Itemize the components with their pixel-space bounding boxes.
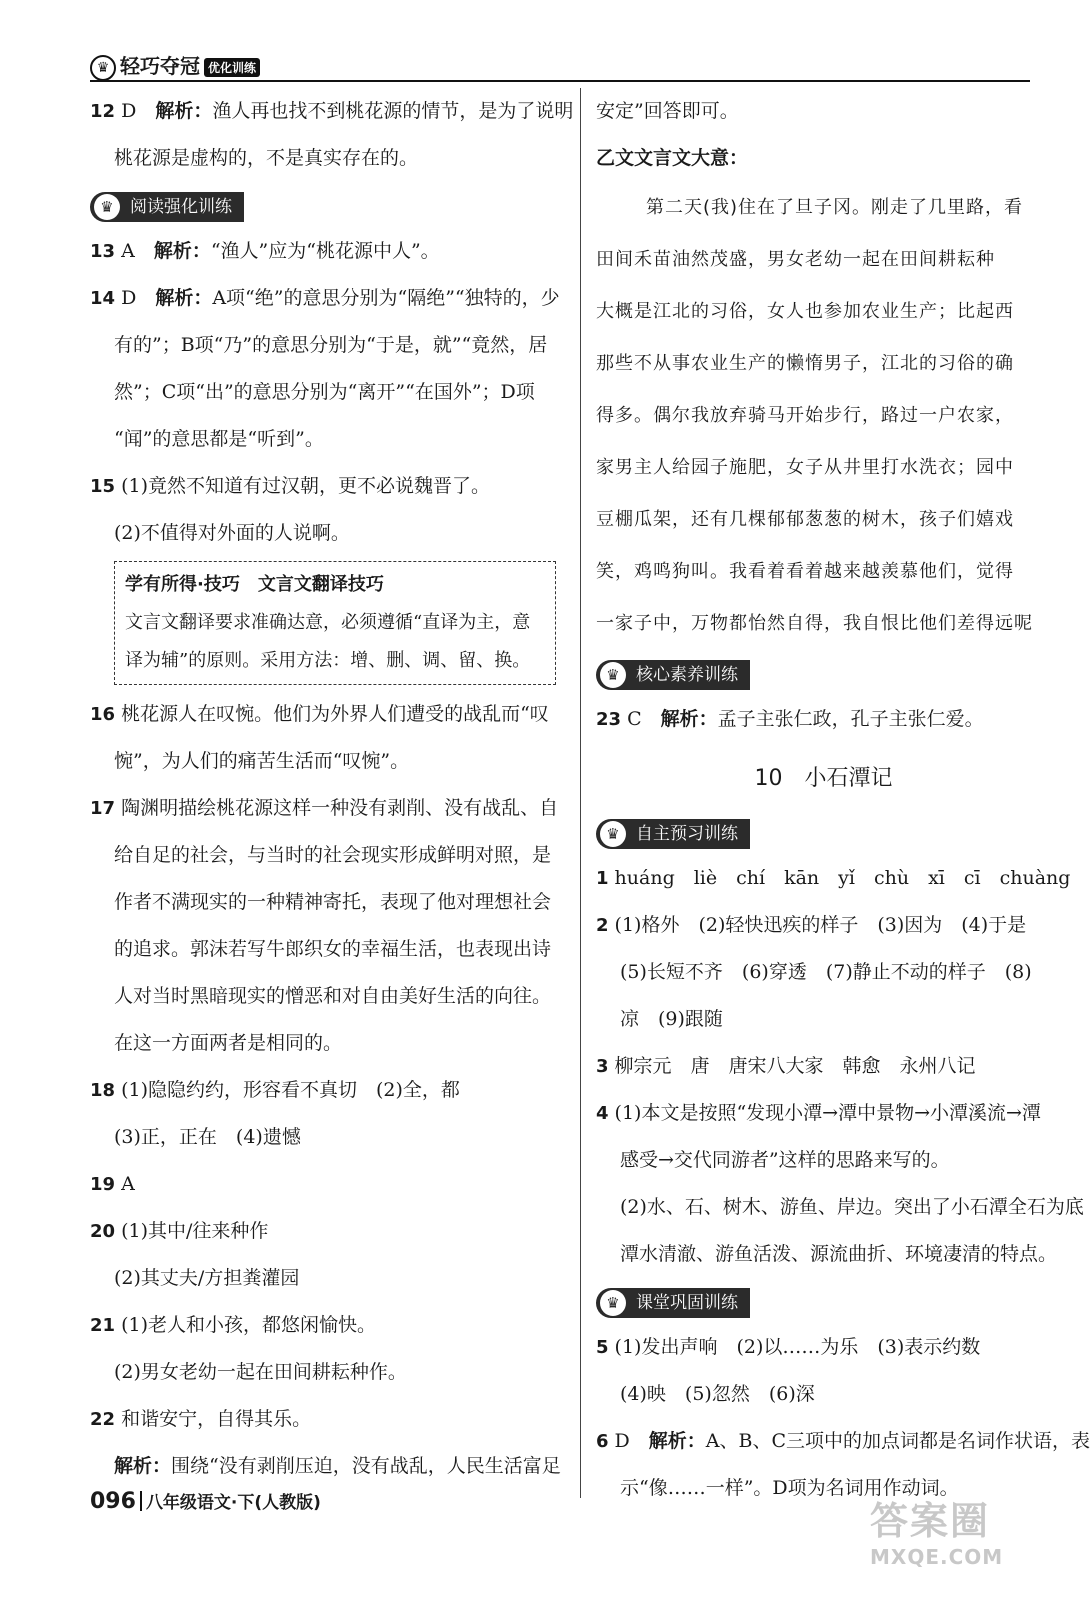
tip-text: 译为辅”的原则。采用方法：增、删、调、留、换。: [125, 650, 531, 671]
tip-text: 文言文翻译要求准确达意，必须遵循“直译为主，意: [125, 612, 531, 633]
answer-14: 14 D 解析：A项“绝”的意思分别为“隔绝”“独特的，少: [90, 287, 560, 309]
header-rule: [90, 80, 1030, 82]
answer-22-cont: 安定”回答即可。: [596, 100, 739, 122]
answer-14-cont: 有的”；B项“乃”的意思分别为“于是，就”“竟然，居: [114, 334, 548, 356]
lesson-title: 10 小石潭记: [754, 766, 893, 791]
answer-18-cont: (3)正，正在 (4)遗憾: [114, 1126, 301, 1148]
yiwen-line: 得多。偶尔我放弃骑马开始步行，路过一户农家，: [596, 405, 1014, 426]
answer-15: 15 (1)竟然不知道有过汉朝，更不必说魏晋了。: [90, 475, 490, 497]
answer-20: 20 (1)其中/往来种作: [90, 1220, 269, 1242]
answer-17: 17 陶渊明描绘桃花源这样一种没有剥削、没有战乱、自: [90, 797, 559, 819]
answer-16-cont: 惋”，为人们的痛苦生活而“叹惋”。: [114, 750, 410, 772]
left-column: [90, 88, 574, 1490]
answer-22: 22 和谐安宁，自得其乐。: [90, 1408, 312, 1430]
yiwen-line: 第二天(我)住在了旦子冈。刚走了几里路，看: [646, 197, 1024, 218]
answer-17-cont: 人对当时黑暗现实的憎恶和对自由美好生活的向往。: [114, 985, 552, 1007]
watermark: [870, 1490, 1060, 1590]
section-self-preview: ♛ 自主预习训练: [596, 819, 750, 849]
brand-logo: [90, 50, 260, 81]
exercise-5: 5 (1)发出声响 (2)以……为乐 (3)表示约数: [596, 1336, 981, 1358]
crown-icon: ♛: [94, 194, 120, 220]
answer-17-cont: 作者不满现实的一种精神寄托，表现了他对理想社会: [114, 891, 552, 913]
page-header: [90, 50, 1050, 80]
answer-22-cont: 解析：围绕“没有剥削压迫，没有战乱，人民生活富足: [114, 1455, 561, 1477]
preview-3: 3 柳宗元 唐 唐宋八大家 韩愈 永州八记: [596, 1055, 976, 1077]
answer-19: 19 A: [90, 1173, 135, 1195]
answer-17-cont: 的追求。郭沫若写牛郎织女的幸福生活，也表现出诗: [114, 938, 552, 960]
answer-18: 18 (1)隐隐约约，形容看不真切 (2)全，都: [90, 1079, 460, 1101]
answer-21: 21 (1)老人和小孩，都悠闲愉快。: [90, 1314, 376, 1336]
tip-box: [114, 561, 556, 685]
answer-16: 16 桃花源人在叹惋。他们为外界人们遭受的战乱而“叹: [90, 703, 549, 725]
exercise-6: 6 D 解析：A、B、C三项中的加点词都是名词作状语，表: [596, 1430, 1090, 1452]
watermark-url: MXQE.COM: [870, 1545, 1004, 1569]
crown-icon: ♛: [90, 55, 116, 81]
answer-14-cont: “闻”的意思都是“听到”。: [114, 428, 324, 450]
crown-icon: ♛: [600, 662, 626, 688]
crown-icon: ♛: [600, 1290, 626, 1316]
section-class-consolidation: ♛ 课堂巩固训练: [596, 1288, 750, 1318]
preview-4: 4 (1)本文是按照“发现小潭→潭中景物→小潭溪流→潭: [596, 1102, 1041, 1124]
answer-17-cont: 在这一方面两者是相同的。: [114, 1032, 343, 1054]
preview-4-cont: 感受→交代同游者”这样的思路来写的。: [620, 1149, 950, 1171]
yiwen-title: 乙文文言文大意：: [596, 147, 749, 169]
answer-15-cont: (2)不值得对外面的人说啊。: [114, 522, 350, 544]
preview-1: 1 huáng liè chí kān yǐ chù xī cī chuàng: [596, 867, 1071, 889]
section-reading-training: ♛ 阅读强化训练: [90, 192, 244, 222]
crown-icon: ♛: [600, 821, 626, 847]
yiwen-line: 家男主人给园子施肥，女子从井里打水洗衣；园中: [596, 457, 1014, 478]
yiwen-line: 那些不从事农业生产的懒惰男子，江北的习俗的确: [596, 353, 1014, 374]
preview-4-cont: 潭水清澈、游鱼活泼、源流曲折、环境凄清的特点。: [620, 1243, 1058, 1265]
exercise-6-cont: 示“像……一样”。D项为名词用作动词。: [620, 1477, 959, 1499]
yiwen-translation: [596, 182, 1051, 650]
answer-12: 12 D 解析：渔人再也找不到桃花源的情节，是为了说明: [90, 100, 574, 122]
yiwen-line: 豆棚瓜架，还有几棵郁郁葱葱的树木，孩子们嬉戏: [596, 509, 1014, 530]
answer-13: 13 A 解析：“渔人”应为“桃花源中人”。: [90, 240, 440, 262]
answer-12-cont: 桃花源是虚构的，不是真实存在的。: [114, 147, 419, 169]
yiwen-line: 笑，鸡鸣狗叫。我看着看着越来越羡慕他们，觉得: [596, 561, 1014, 582]
watermark-brand: 答案圈: [870, 1499, 991, 1543]
answer-21-cont: (2)男女老幼一起在田间耕耘种作。: [114, 1361, 407, 1383]
column-divider: [580, 88, 581, 1498]
right-column: [596, 88, 1090, 1512]
preview-2-cont: (5)长短不齐 (6)穿透 (7)静止不动的样子 (8): [620, 961, 1032, 983]
section-core-literacy: ♛ 核心素养训练: [596, 660, 750, 690]
page-footer: [90, 1488, 321, 1514]
answer-14-cont: 然”；C项“出”的意思分别为“离开”“在国外”；D项: [114, 381, 535, 403]
footer-divider: [140, 1491, 142, 1511]
answer-20-cont: (2)其丈夫/方担粪灌园: [114, 1267, 300, 1289]
tip-title: 学有所得·技巧 文言文翻译技巧: [125, 574, 384, 595]
yiwen-line: 一家子中，万物都怡然自得，我自恨比他们差得远呢: [596, 613, 1033, 634]
page-number: 096: [90, 1489, 136, 1514]
logo-text: 轻巧夺冠: [120, 54, 200, 78]
book-title: 八年级语文·下(人教版): [145, 1493, 321, 1513]
preview-2-cont: 凉 (9)跟随: [620, 1008, 723, 1030]
yiwen-line: 田间禾苗油然茂盛，男女老幼一起在田间耕耘种: [596, 249, 995, 270]
logo-subtitle: 优化训练: [204, 58, 260, 77]
preview-4-cont: (2)水、石、树木、游鱼、岸边。突出了小石潭全石为底: [620, 1196, 1084, 1218]
yiwen-line: 大概是江北的习俗，女人也参加农业生产；比起西: [596, 301, 1014, 322]
exercise-5-cont: (4)映 (5)忽然 (6)深: [620, 1383, 815, 1405]
answer-23: 23 C 解析：孟子主张仁政，孔子主张仁爱。: [596, 708, 984, 730]
preview-2: 2 (1)格外 (2)轻快迅疾的样子 (3)因为 (4)于是: [596, 914, 1027, 936]
answer-17-cont: 给自足的社会，与当时的社会现实形成鲜明对照，是: [114, 844, 552, 866]
